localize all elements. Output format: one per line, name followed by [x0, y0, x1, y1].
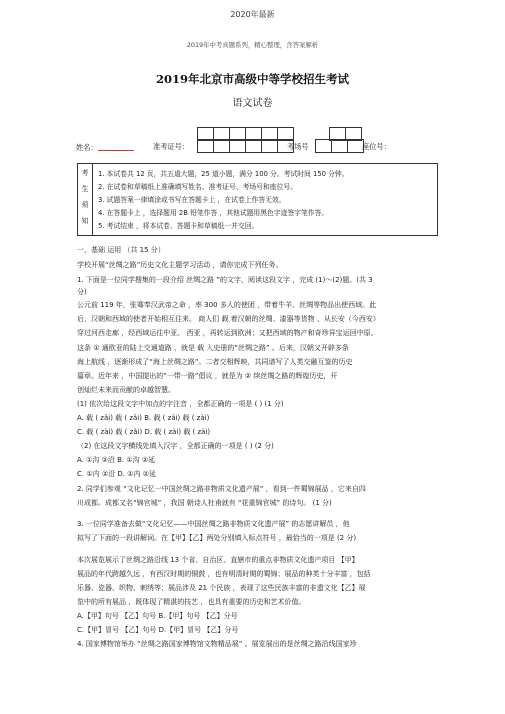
option-line: A. 载 ( zǎi) 载 ( zǎi) B. 载 ( zǎi) 载 ( zài): [77, 414, 210, 422]
exam-title: 2019年北京市高级中等学校招生考试: [155, 72, 349, 86]
text-line: 川成都。成都又名“锦官城” ，我国 朝诗人杜甫就有 “花重锦官城” 的诗句。 (1 分): [77, 499, 332, 507]
notice-label: [78, 164, 93, 235]
text-line: 海上航线 ，逐渐形成了“海上丝绸之路”。二者交相辉映，共同谱写了人类交融互鉴的历史: [77, 358, 353, 366]
name-label: 姓名：: [76, 143, 98, 152]
text-line: 穿过河西走廊 ，经西域运往中亚、 西亚 ，再转运到欧洲；又把西域的物产和奇珍异宝运回中原。: [77, 329, 378, 337]
question-line: 3. 一位同学准备去做“文化记忆——中国丝绸之路非物质文化遗产展” 的志愿讲解员 ，他: [77, 520, 350, 528]
candidate-notice-box: [77, 163, 438, 236]
option-line: C.【甲】冒号 【乙】句号 D.【甲】冒号 【乙】分号: [77, 626, 239, 634]
notice-item: 1. 本试卷共 12 页，共五道大题，25 道小题，满分 100 分。考试时间 150 分钟。: [98, 170, 349, 178]
text-line: 展品的年代跨越久远 ，有西汉时期的铜鼓 ，也有明清时期的蜀锦；展品的种类十分丰富 ，包括: [77, 570, 371, 578]
notice-item: 5. 考试结束 ，将本试卷、答题卡和草稿纸一并交回。: [98, 222, 259, 230]
question-line: 1. 下面是一位同学搜集的一段介绍 丝绸之路 ”的文字，阅读这段文字 ，完成 (1)～(2)题。(共 3: [77, 276, 373, 284]
seat-no-label: 座位号：: [362, 142, 391, 151]
text-line: 分): [77, 288, 87, 296]
question-line: 2. 同学们参观 “文化记忆一中国丝绸之路非物质文化遗产展” ，看到一件蜀锦展品 ，它来自四: [77, 485, 366, 493]
notice-label-char: 考: [81, 169, 89, 177]
sub-question-line: (1) 依次给这段文字中加点的字注音 ，全都正确的一项是 ( ) (1 分): [77, 400, 284, 408]
option-line: C. 载 ( zài) 载 ( zǎi) D. 载 ( zài) 载 ( zài): [77, 428, 211, 436]
room-no-label: 考场号: [287, 142, 309, 151]
notice-label-char: 知: [81, 217, 89, 225]
section-heading: 一，基础 运用 （共 15 分）: [77, 246, 165, 254]
sub-question-line: （2) 在这段文字横线处填入汉字 ，全都正确的一项是 ( ) (2 分): [77, 442, 274, 450]
option-line: A. ①沟 ②沿 B. ①沟 ②延: [77, 456, 156, 464]
text-line: 乐器、瓷器、织物、刺绣等；展品涉及 21 个民族 ，表现了这些民族丰富的非遗文化【乙】展: [77, 584, 366, 592]
text-line: 篇章。近年来 ，中国提出的“一带一路”倡议 ，就是为 ② 续丝绸之路的辉煌历史，开: [77, 372, 338, 380]
text-line: 拟写了下面的一段讲解词。在【甲】【乙】两处分别填入标点符号 ，最恰当的一项是 (2 分): [77, 534, 357, 542]
page-header: 2020年最新: [230, 10, 275, 19]
text-line: 览中的所有展品 ，既体现了精湛的技艺 ，也具有重要的历史和艺术价值。: [77, 598, 306, 606]
text-line: 这条 ① 通欧亚的陆上交通道路 ，就是 载 入史册的“丝绸之路” 。后来，汉朝又开辟多条: [77, 344, 349, 352]
notice-item: 4. 在答题卡上 ，选择题用 2B 铅笔作答 ，其他试题用黑色字迹签字笔作答。: [98, 209, 329, 217]
exam-no-label: 准考证号：: [153, 142, 189, 151]
room-no-boxes[interactable]: [315, 139, 363, 153]
option-line: A.【甲】句号 【乙】句号 B.【甲】句号 【乙】分号: [77, 612, 238, 620]
text-line: 创灿烂未来而贡献的卓越智慧。: [77, 386, 175, 394]
text-line: 学校开展“丝绸之路”历史文化主题学习活动 ，请你完成下列任务。: [77, 261, 283, 269]
text-line: 后，汉朝和西域的使者开始相互往来。 商人们 载 着汉朝的丝绸、漆器等货物 ，从长安（今西安）: [77, 315, 380, 323]
notice-item: 2. 在试卷和草稿纸上准确填写姓名、准考证号、考场号和座位号。: [98, 183, 297, 191]
notice-label-char: 须: [81, 201, 89, 209]
option-line: C. ①内 ②沿 D. ①内 ②延: [77, 470, 156, 478]
exam-no-boxes[interactable]: [197, 139, 293, 153]
notice-label-char: 生: [81, 185, 89, 193]
text-line: 公元前 119 年，张骞奉汉武帝之命 ，率 300 多人的使团 ，带着牛羊、丝绸等物品出使西域。此: [77, 301, 377, 309]
series-note: 2019年中考真题系列，精心整理，含答案解析: [186, 41, 319, 49]
text-line: 本次展览展示了丝绸之路沿线 13 个省、自治区、直辖市的重点非物质文化遗产项目 【甲】: [77, 556, 359, 564]
notice-item: 3. 试题答案一律填涂或书写在答题卡上 ，在试卷上作答无效。: [98, 196, 286, 204]
name-blank[interactable]: [98, 142, 134, 151]
exam-subtitle: 语文试卷: [232, 98, 273, 109]
question-line: 4. 国家博物馆举办 “丝绸之路国家博物馆文物精品展” 。展览展出的是丝绸之路沿线国家珍: [77, 640, 357, 648]
name-field: [76, 142, 134, 153]
